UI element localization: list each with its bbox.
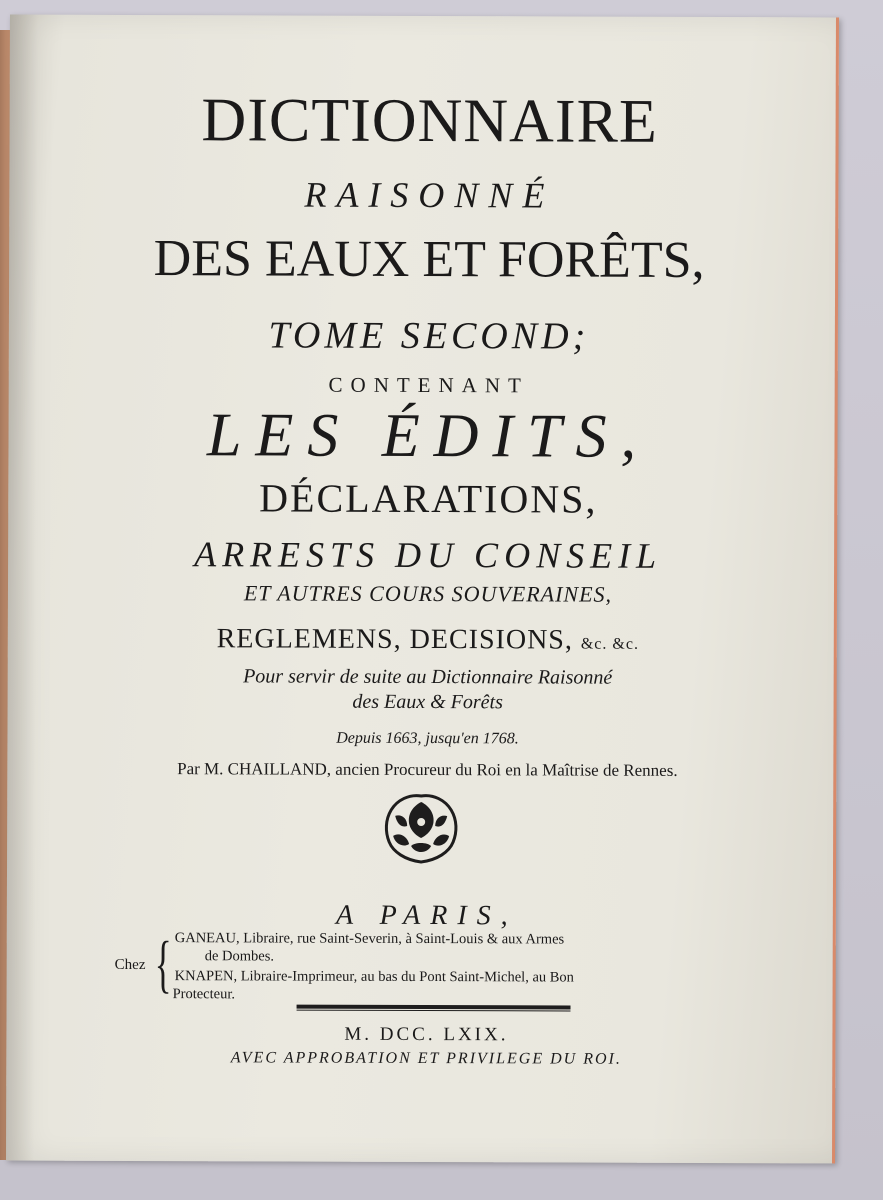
title-les-edits: LES ÉDITS, <box>206 401 651 471</box>
title-page <box>6 15 839 1164</box>
imprint-city: A PARIS, <box>335 899 518 932</box>
imprint-privilege: AVEC APPROBATION ET PRIVILEGE DU ROI. <box>230 1049 622 1068</box>
imprint-year: M. DCC. LXIX. <box>344 1023 509 1046</box>
title-tome-second: TOME SECOND; <box>268 314 590 358</box>
etc-text: &c. &c. <box>580 635 639 653</box>
page-gutter-shadow <box>6 15 38 1161</box>
floral-vignette-icon <box>379 792 463 864</box>
publisher-knapen: KNAPEN, Libraire-Imprimeur, au bas du Pont Saint-Michel, au Bon <box>174 968 574 986</box>
chez-label: Chez <box>114 956 146 974</box>
title-dictionnaire: DICTIONNAIRE <box>201 86 658 156</box>
title-eaux-forets: DES EAUX ET FORÊTS, <box>153 230 705 289</box>
title-cours-souveraines: ET AUTRES COURS SOUVERAINES, <box>243 580 613 607</box>
decorative-rule <box>297 1004 571 1013</box>
publisher-knapen-cont: Protecteur. <box>172 986 236 1003</box>
title-raisonne: RAISONNÉ <box>304 174 555 216</box>
subtitle-eaux-forets: des Eaux & Forêts <box>352 690 503 714</box>
brace-icon: { <box>154 928 172 1000</box>
title-declarations: DÉCLARATIONS, <box>259 475 598 522</box>
title-reglemens <box>68 623 788 658</box>
date-range: Depuis 1663, jusqu'en 1768. <box>336 729 519 748</box>
publisher-ganeau-cont: de Dombes. <box>204 948 275 965</box>
author-line: Par M. CHAILLAND, ancien Procureur du Roi en la Maîtrise de Rennes. <box>177 759 678 780</box>
publisher-ganeau: GANEAU, Libraire, rue Saint-Severin, à Saint-Louis & aux Armes <box>174 930 565 948</box>
title-arrests-du-conseil: ARRESTS DU CONSEIL <box>194 534 663 576</box>
title-contenant: CONTENANT <box>328 372 529 398</box>
reglemens-text: REGLEMENS, DECISIONS, <box>216 623 573 656</box>
subtitle-pour-servir: Pour servir de suite au Dictionnaire Raisonné <box>243 665 613 689</box>
